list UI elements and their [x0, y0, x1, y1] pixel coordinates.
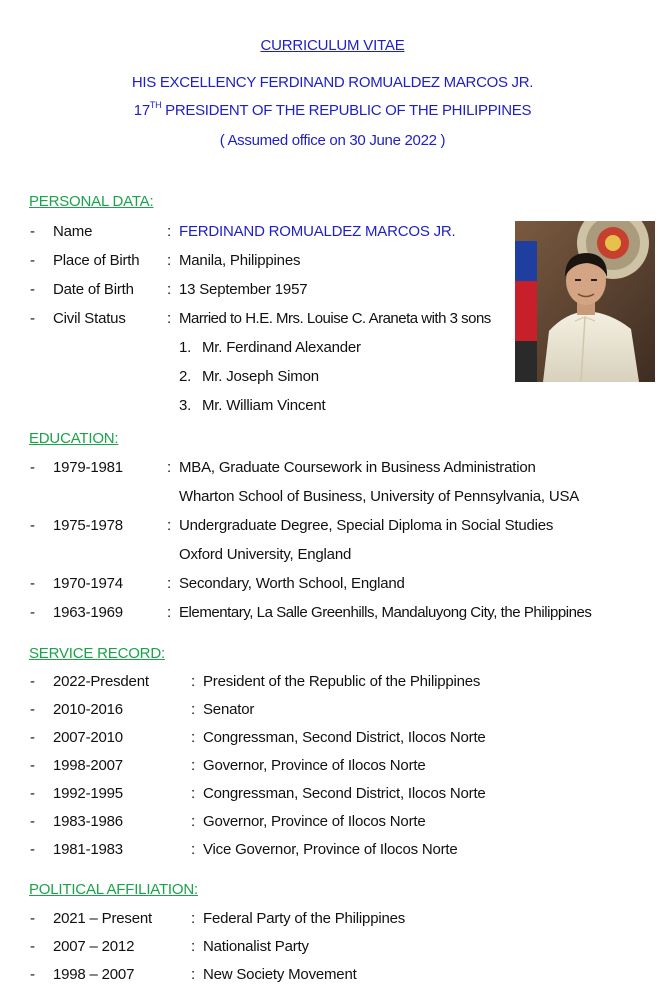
bullet-dash: -: [30, 575, 35, 592]
bullet-dash: -: [30, 223, 35, 240]
service-years: 1981-1983: [53, 841, 123, 858]
row-label: Date of Birth: [53, 281, 134, 298]
honorific-line: HIS EXCELLENCY FERDINAND ROMUALDEZ MARCOS JR.: [131, 74, 534, 91]
bullet-dash: -: [30, 252, 35, 269]
bullet-dash: -: [30, 459, 35, 476]
service-role: Governor, Province of Ilocos Norte: [203, 757, 426, 774]
political-years: 2021 – Present: [53, 910, 152, 927]
son-item: [179, 397, 325, 414]
row-colon: :: [167, 223, 171, 240]
row-value: Manila, Philippines: [179, 252, 301, 269]
row-colon: :: [191, 701, 195, 718]
row-colon: :: [191, 938, 195, 955]
son-name: Mr. Joseph Simon: [202, 368, 319, 385]
education-institution: Oxford University, England: [179, 546, 352, 563]
education-years: 1963-1969: [53, 604, 123, 621]
son-name: Mr. Ferdinand Alexander: [202, 339, 361, 356]
son-number: 2.: [179, 368, 192, 385]
service-role: Governor, Province of Ilocos Norte: [203, 813, 426, 830]
political-party: New Society Movement: [203, 966, 357, 983]
row-label: Name: [53, 223, 93, 240]
bullet-dash: -: [30, 757, 35, 774]
political-row: [0, 938, 665, 958]
education-years: 1975-1978: [53, 517, 123, 534]
education-row: [0, 575, 665, 595]
service-role: President of the Republic of the Philippines: [203, 673, 481, 690]
bullet-dash: -: [30, 604, 35, 621]
row-colon: :: [191, 729, 195, 746]
education-row: [0, 604, 665, 624]
bullet-dash: -: [30, 966, 35, 983]
row-colon: :: [191, 841, 195, 858]
service-row: [0, 729, 665, 749]
bullet-dash: -: [30, 517, 35, 534]
service-row: [0, 813, 665, 833]
education-institution: Wharton School of Business, University of Pennsylvania, USA: [179, 488, 580, 505]
political-row: [0, 910, 665, 930]
row-colon: :: [167, 459, 171, 476]
service-row: [0, 785, 665, 805]
position-number: 17: [133, 102, 150, 119]
row-colon: :: [167, 310, 171, 327]
row-colon: :: [191, 673, 195, 690]
education-detail: MBA, Graduate Coursework in Business Administration: [179, 459, 536, 476]
son-number: 3.: [179, 397, 192, 414]
son-number: 1.: [179, 339, 192, 356]
service-years: 2010-2016: [53, 701, 123, 718]
bullet-dash: -: [30, 701, 35, 718]
service-years: 1998-2007: [53, 757, 123, 774]
service-years: 1983-1986: [53, 813, 123, 830]
education-years: 1970-1974: [53, 575, 123, 592]
bullet-dash: -: [30, 785, 35, 802]
bullet-dash: -: [30, 281, 35, 298]
bullet-dash: -: [30, 910, 35, 927]
education-row-continued: [0, 488, 665, 508]
row-colon: :: [167, 575, 171, 592]
row-colon: :: [167, 517, 171, 534]
bullet-dash: -: [30, 310, 35, 327]
political-years: 2007 – 2012: [53, 938, 135, 955]
son-name: Mr. William Vincent: [202, 397, 326, 414]
row-colon: :: [167, 281, 171, 298]
education-row-continued: [0, 546, 665, 566]
education-row: [0, 517, 665, 537]
row-colon: :: [167, 252, 171, 269]
service-row: [0, 673, 665, 693]
row-colon: :: [191, 757, 195, 774]
row-value: FERDINAND ROMUALDEZ MARCOS JR.: [179, 223, 456, 240]
service-row: [0, 701, 665, 721]
service-years: 2022-Presdent: [53, 673, 149, 690]
education-detail: Secondary, Worth School, England: [179, 575, 405, 592]
row-colon: :: [191, 910, 195, 927]
portrait-illustration: [515, 221, 655, 382]
bullet-dash: -: [30, 813, 35, 830]
service-role: Congressman, Second District, Ilocos Norte: [203, 785, 486, 802]
son-item: [179, 339, 361, 356]
education-detail: Undergraduate Degree, Special Diploma in Social Studies: [179, 517, 554, 534]
position-suffix: TH: [149, 100, 162, 110]
service-role: Congressman, Second District, Ilocos Norte: [203, 729, 486, 746]
political-party: Nationalist Party: [203, 938, 309, 955]
service-row: [0, 757, 665, 777]
bullet-dash: -: [30, 673, 35, 690]
row-label: Civil Status: [53, 310, 126, 327]
political-party: Federal Party of the Philippines: [203, 910, 406, 927]
education-row: [0, 459, 665, 479]
personal-data-heading: PERSONAL DATA:: [29, 193, 154, 210]
service-record-heading: SERVICE RECORD:: [29, 645, 165, 662]
education-years: 1979-1981: [53, 459, 123, 476]
row-value: 13 September 1957: [179, 281, 308, 298]
row-colon: :: [191, 813, 195, 830]
bullet-dash: -: [30, 938, 35, 955]
service-row: [0, 841, 665, 861]
bullet-dash: -: [30, 729, 35, 746]
document-title: CURRICULUM VITAE: [260, 37, 405, 54]
position-text: PRESIDENT OF THE REPUBLIC OF THE PHILIPPINES: [161, 102, 532, 119]
service-role: Vice Governor, Province of Ilocos Norte: [203, 841, 458, 858]
service-years: 1992-1995: [53, 785, 123, 802]
portrait-photo: [515, 221, 655, 382]
political-row: [0, 966, 665, 986]
son-item: [179, 368, 319, 385]
row-label: Place of Birth: [53, 252, 140, 269]
row-colon: :: [191, 966, 195, 983]
service-role: Senator: [203, 701, 255, 718]
political-affiliation-heading: POLITICAL AFFILIATION:: [29, 881, 198, 898]
education-heading: EDUCATION:: [29, 430, 119, 447]
row-value: Married to H.E. Mrs. Louise C. Araneta with 3 sons: [179, 310, 491, 327]
assumed-office-line: ( Assumed office on 30 June 2022 ): [219, 132, 446, 149]
education-detail: Elementary, La Salle Greenhills, Mandaluyong City, the Philippines: [179, 604, 592, 621]
service-years: 2007-2010: [53, 729, 123, 746]
political-years: 1998 – 2007: [53, 966, 135, 983]
bullet-dash: -: [30, 841, 35, 858]
position-line: [0, 102, 665, 119]
row-colon: :: [167, 604, 171, 621]
row-colon: :: [191, 785, 195, 802]
